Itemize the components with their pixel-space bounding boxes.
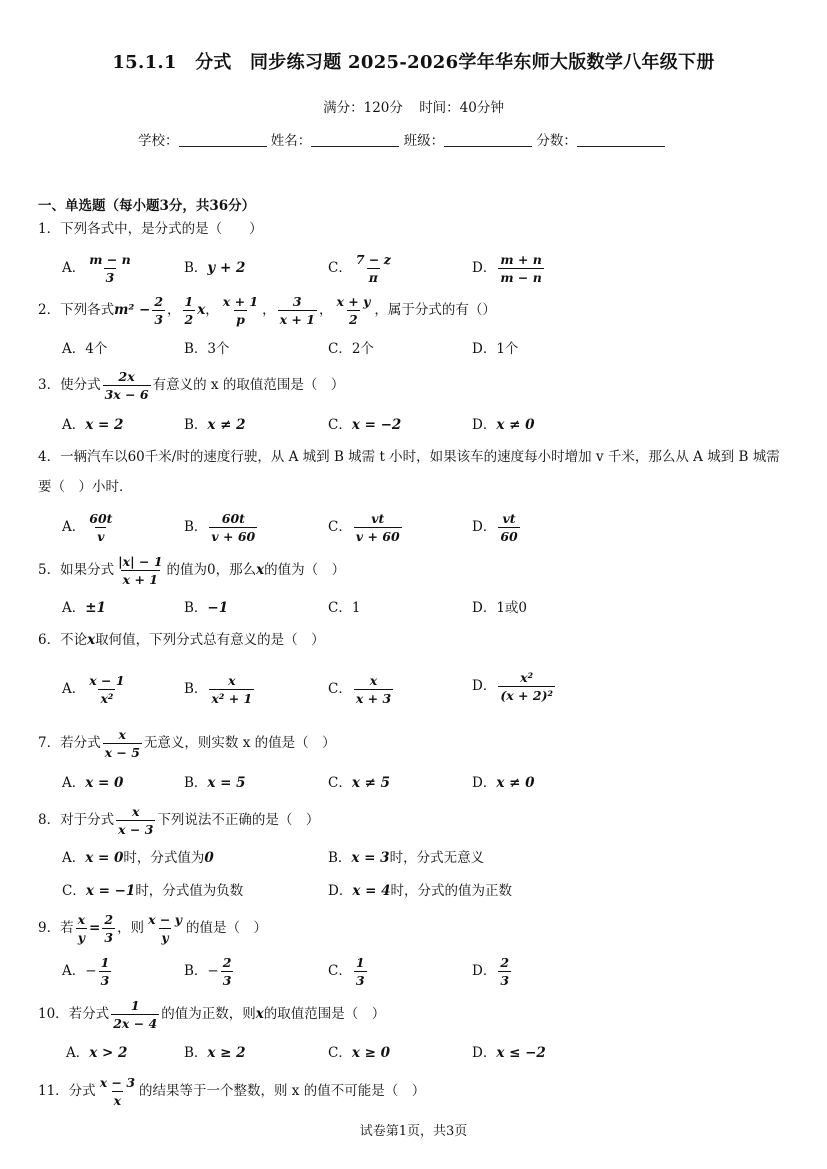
question-9: 9．若 $\frac{x}{y}$ = $\frac{2}{3}$ ，则 $\frac{x - y}{y}$ 的值是（ ）: [38, 912, 267, 945]
q5-option-a[interactable]: A．±1: [62, 600, 106, 616]
student-fields: [138, 129, 698, 149]
question-10: 10．若分式 $\frac{1}{2x - 4}$ 的值为正数，则x的取值范围是（ ）: [38, 998, 386, 1031]
question-2: 2．下列各式m² − $\frac{2}{3}$ ， $\frac{1}{2}$ x， $\frac{x + 1}{p}$ ， $\frac{3}{x + 1}$ ， $\frac{x + y}{2}$ ，属于分式的有（）: [38, 294, 496, 327]
school-blank[interactable]: [179, 132, 267, 147]
q6-option-d[interactable]: D． $\frac{\text{x²}}{\text{(x + 2)²}}$: [472, 670, 553, 703]
q3-option-b[interactable]: B．x ≠ 2: [184, 417, 246, 433]
q2-option-c[interactable]: C．2个: [328, 341, 374, 357]
class-blank[interactable]: [444, 132, 532, 147]
q4-option-b[interactable]: B． $\frac{60t}{v + 60}$: [184, 511, 256, 544]
q9-option-a[interactable]: A．− $\frac{1}{3}$: [62, 955, 110, 988]
q3-option-d[interactable]: D．x ≠ 0: [472, 417, 535, 433]
question-1: 1．下列各式中，是分式的是（ ）: [38, 221, 263, 237]
q5-option-d[interactable]: D．1或0: [472, 600, 528, 616]
q1-option-b[interactable]: B．y + 2: [184, 260, 246, 276]
question-4: 4．一辆汽车以60千米/时的速度行驶，从 A 城到 B 城需 t 小时，如果该车的速度每小时增加 v 千米，那么从 A 城到 B 城需要（ ）小时．: [38, 449, 780, 495]
q7-option-d[interactable]: D．x ≠ 0: [472, 775, 535, 791]
page-title: 15.1.1 分式 同步练习题 2025-2026学年华东师大版数学八年级下册: [112, 52, 715, 73]
q7-option-c[interactable]: C．x ≠ 5: [328, 775, 390, 791]
q10-option-a[interactable]: A．x > 2: [66, 1045, 128, 1061]
section-heading: 一、单选题（每小题3分，共36分）: [38, 198, 256, 214]
q8-option-a[interactable]: A．x = 0时，分式值为0: [62, 850, 214, 866]
question-5: 5．如果分式 $\frac{|x| - 1}{x + 1}$ 的值为0，那么x的值为（ ）: [38, 554, 346, 587]
q2-option-a[interactable]: A．4个: [62, 341, 108, 357]
q5-option-b[interactable]: B．−1: [184, 600, 229, 616]
q8-option-d[interactable]: D．x = 4时，分式的值为正数: [328, 883, 512, 899]
score-label: 分数：: [536, 133, 577, 149]
exam-info: [0, 96, 827, 116]
q1-option-d[interactable]: D． $\frac{m + n}{m - n}$: [472, 252, 542, 285]
q9-option-c[interactable]: C． $\frac{1}{3}$: [328, 955, 365, 988]
q9-option-b[interactable]: B．− $\frac{2}{3}$: [184, 955, 232, 988]
q6-option-b[interactable]: B． $\frac{x}{\text{x² + 1}}$: [184, 673, 253, 706]
q10-option-d[interactable]: D．x ≤ −2: [472, 1045, 546, 1061]
question-7: 7．若分式 $\frac{x}{x - 5}$ 无意义，则实数 x 的值是（ ）: [38, 727, 336, 760]
q2-option-b[interactable]: B．3个: [184, 341, 230, 357]
question-8: 8．对于分式 $\frac{x}{x - 3}$ 下列说法不正确的是（ ）: [38, 804, 320, 837]
class-label: 班级：: [403, 133, 445, 149]
q6-option-a[interactable]: A． $\frac{x - 1}{\text{x²}}$: [62, 673, 125, 706]
school-label: 学校：: [138, 133, 179, 149]
q3-option-c[interactable]: C．x = −2: [328, 417, 402, 433]
q8-option-b[interactable]: B．x = 3时，分式无意义: [328, 850, 485, 866]
name-blank[interactable]: [311, 132, 399, 147]
question-3: 3．使分式 $\frac{2x}{3x - 6}$ 有意义的 x 的取值范围是（ ）: [38, 369, 345, 402]
question-6: 6．不论x取何值，下列分式总有意义的是（ ）: [38, 632, 325, 648]
q5-option-c[interactable]: C．1: [328, 600, 361, 616]
q3-option-a[interactable]: A．x = 2: [62, 417, 124, 433]
total-score: 满分：120分: [323, 100, 403, 116]
q10-option-c[interactable]: C．x ≥ 0: [328, 1045, 390, 1061]
q6-option-c[interactable]: C． $\frac{x}{x + 3}$: [328, 673, 392, 706]
q8-option-c[interactable]: C．x = −1时，分式值为负数: [62, 883, 244, 899]
page-footer: 试卷第1页，共3页: [359, 1124, 468, 1139]
question-11: 11．分式 $\frac{x - 3}{x}$ 的结果等于一个整数，则 x 的值不可能是（ ）: [38, 1075, 426, 1108]
q1-option-a[interactable]: A． $\frac{m - n}{3}$: [62, 252, 131, 285]
q4-option-c[interactable]: C． $\frac{vt}{v + 60}$: [328, 511, 400, 544]
q7-option-b[interactable]: B．x = 5: [184, 775, 246, 791]
score-blank[interactable]: [577, 132, 665, 147]
q9-option-d[interactable]: D． $\frac{2}{3}$: [472, 955, 510, 988]
q4-option-a[interactable]: A． $\frac{60t}{v}$: [62, 511, 113, 544]
q10-option-b[interactable]: B．x ≥ 2: [184, 1045, 246, 1061]
q1-option-c[interactable]: C． $\frac{7 - z}{\pi}$: [328, 252, 391, 285]
q7-option-a[interactable]: A．x = 0: [62, 775, 124, 791]
time-limit: 时间：40分钟: [419, 100, 504, 116]
name-label: 姓名：: [270, 133, 312, 149]
q4-option-d[interactable]: D． $\frac{vt}{60}$: [472, 511, 518, 544]
q2-option-d[interactable]: D．1个: [472, 341, 519, 357]
